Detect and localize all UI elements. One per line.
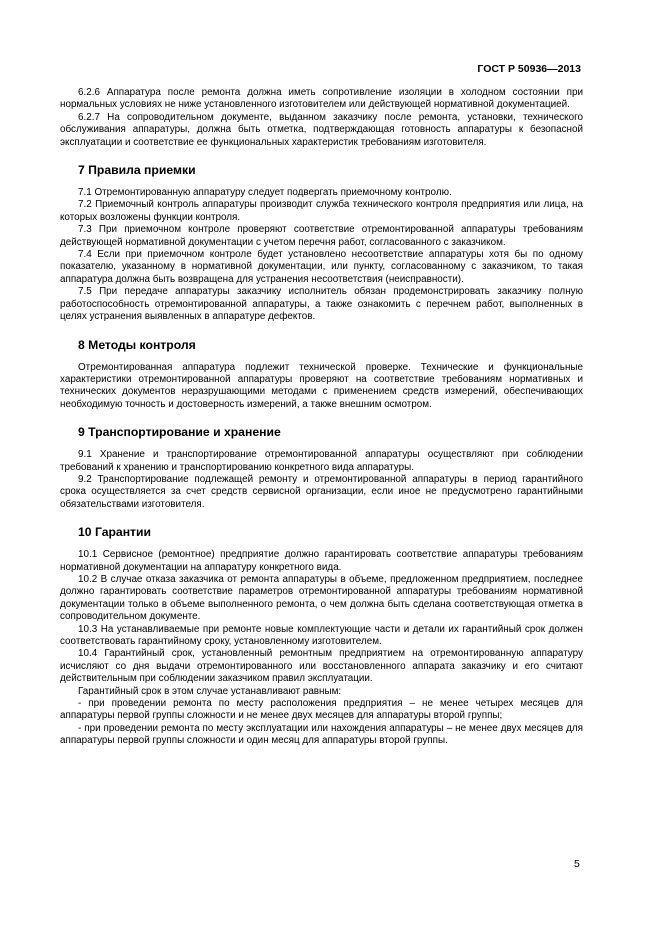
paragraph-10-3: 10.3 На устанавливаемые при ремонте новые комплектующие части и детали их гарантийный срок должен соответствовать гарантийному сроку, установленному изготовителем. [60, 623, 583, 647]
paragraph-7-3: 7.3 При приемочном контроле проверяют соответствие отремонтированной аппаратуры требованиям действующей нормативной документации с учетом перечня работ, согласованного с заказчиком. [60, 224, 583, 248]
paragraph-7-2: 7.2 Приемочный контроль аппаратуры производит служба технического контроля предприятия или лица, на которых возложены функции контроля. [60, 199, 583, 223]
paragraph-7-5: 7.5 При передаче аппаратуры заказчику исполнитель обязан продемонстрировать заказчику полную работоспособность отремонтированной аппаратуры, а также ознакомить с перечнем работ, выполненных в целях устранения выявленных в аппаратуре дефектов. [60, 286, 583, 323]
paragraph-10-1: 10.1 Сервисное (ремонтное) предприятие должно гарантировать соответствие аппаратуры требованиям нормативной документации на аппаратуру конкретного вида. [60, 549, 583, 573]
paragraph-warranty-intro: Гарантийный срок в этом случае устанавливают равным: [78, 685, 342, 697]
section-title-9: 9 Транспортирование и хранение [78, 425, 281, 440]
section-title-10: 10 Гарантии [78, 525, 152, 540]
page-number: 5 [574, 858, 580, 870]
list-item-warranty-at-location: - при проведении ремонта по месту эксплуатации или нахождения аппаратуры – не менее двух месяцев для аппаратуры первой группы сложности и один месяц для аппаратуры второй группы. [60, 722, 583, 747]
paragraph-10-2: 10.2 В случае отказа заказчика от ремонта аппаратуры в объеме, предложенном предприятием, последнее должно гарантировать соответствие параметров отремонтированной аппаратуры требованиям нормативной документации только в объеме выполненного ремонта, о чем должна быть сделана соответствующая отметка в сопроводительном документе. [60, 573, 583, 623]
paragraph-6-2-7: 6.2.7 На сопроводительном документе, выданном заказчику после ремонта, установки, технического обслуживания аппаратуры, должна быть отметка, подтверждающая готовность аппаратуры к безопасной эксплуатации и соответствие ее функциональных характеристик требованиям изготовителя. [60, 111, 583, 148]
section-title-8: 8 Методы контроля [78, 337, 196, 352]
paragraph-7-1: 7.1 Отремонтированную аппаратуру следует подвергать приемочному контролю. [78, 187, 452, 199]
paragraph-7-4: 7.4 Если при приемочном контроле будет установлено несоответствие аппаратуры хотя бы по одному показателю, указанному в нормативной документации, или пункту, согласованному с заказчиком, то такая аппаратура должна быть возвращена для устранения несоответствия (неисправности). [60, 249, 583, 285]
document-body [60, 87, 583, 748]
paragraph-10-4: 10.4 Гарантийный срок, установленный ремонтным предприятием на отремонтированную аппаратуру исчисляют со дня выдачи отремонтированного или восстановленного аппарата заказчику и его считают действительным при соблюдении заказчиком правил эксплуатации. [60, 648, 583, 685]
paragraph-6-2-6: 6.2.6 Аппаратура после ремонта должна иметь сопротивление изоляции в холодном состоянии при нормальных условиях не ниже установленного изготовителем или действующей нормативной документацией. [60, 87, 583, 111]
document-code: ГОСТ Р 50936—2013 [477, 63, 581, 75]
paragraph-9-2: 9.2 Транспортирование подлежащей ремонту и отремонтированной аппаратуры в период гарантийного срока осуществляется за счет средств сервисной организации, если иное не предусмотрено гарантийными обязательствами изготовителя. [60, 473, 583, 510]
paragraph-9-1: 9.1 Хранение и транспортирование отремонтированной аппаратуры осуществляют при соблюдении требований к хранению и транспортированию конкретного вида аппаратуры. [60, 449, 583, 473]
paragraph-8: Отремонтированная аппаратура подлежит технической проверке. Технические и функциональные характеристики отремонтированной аппаратуры проверяют на соответствие требованиям нормативных и технических документов неразрушающими методами с применением средств измерений, обеспечивающих необходимую точность и достоверность измерений, а также внешним осмотром. [60, 361, 583, 410]
section-title-7: 7 Правила приемки [78, 163, 196, 178]
list-item-warranty-on-site: - при проведении ремонта по месту расположения предприятия – не менее четырех месяцев для аппаратуры первой группы сложности и не менее двух месяцев для аппаратуры второй группы; [60, 698, 583, 722]
